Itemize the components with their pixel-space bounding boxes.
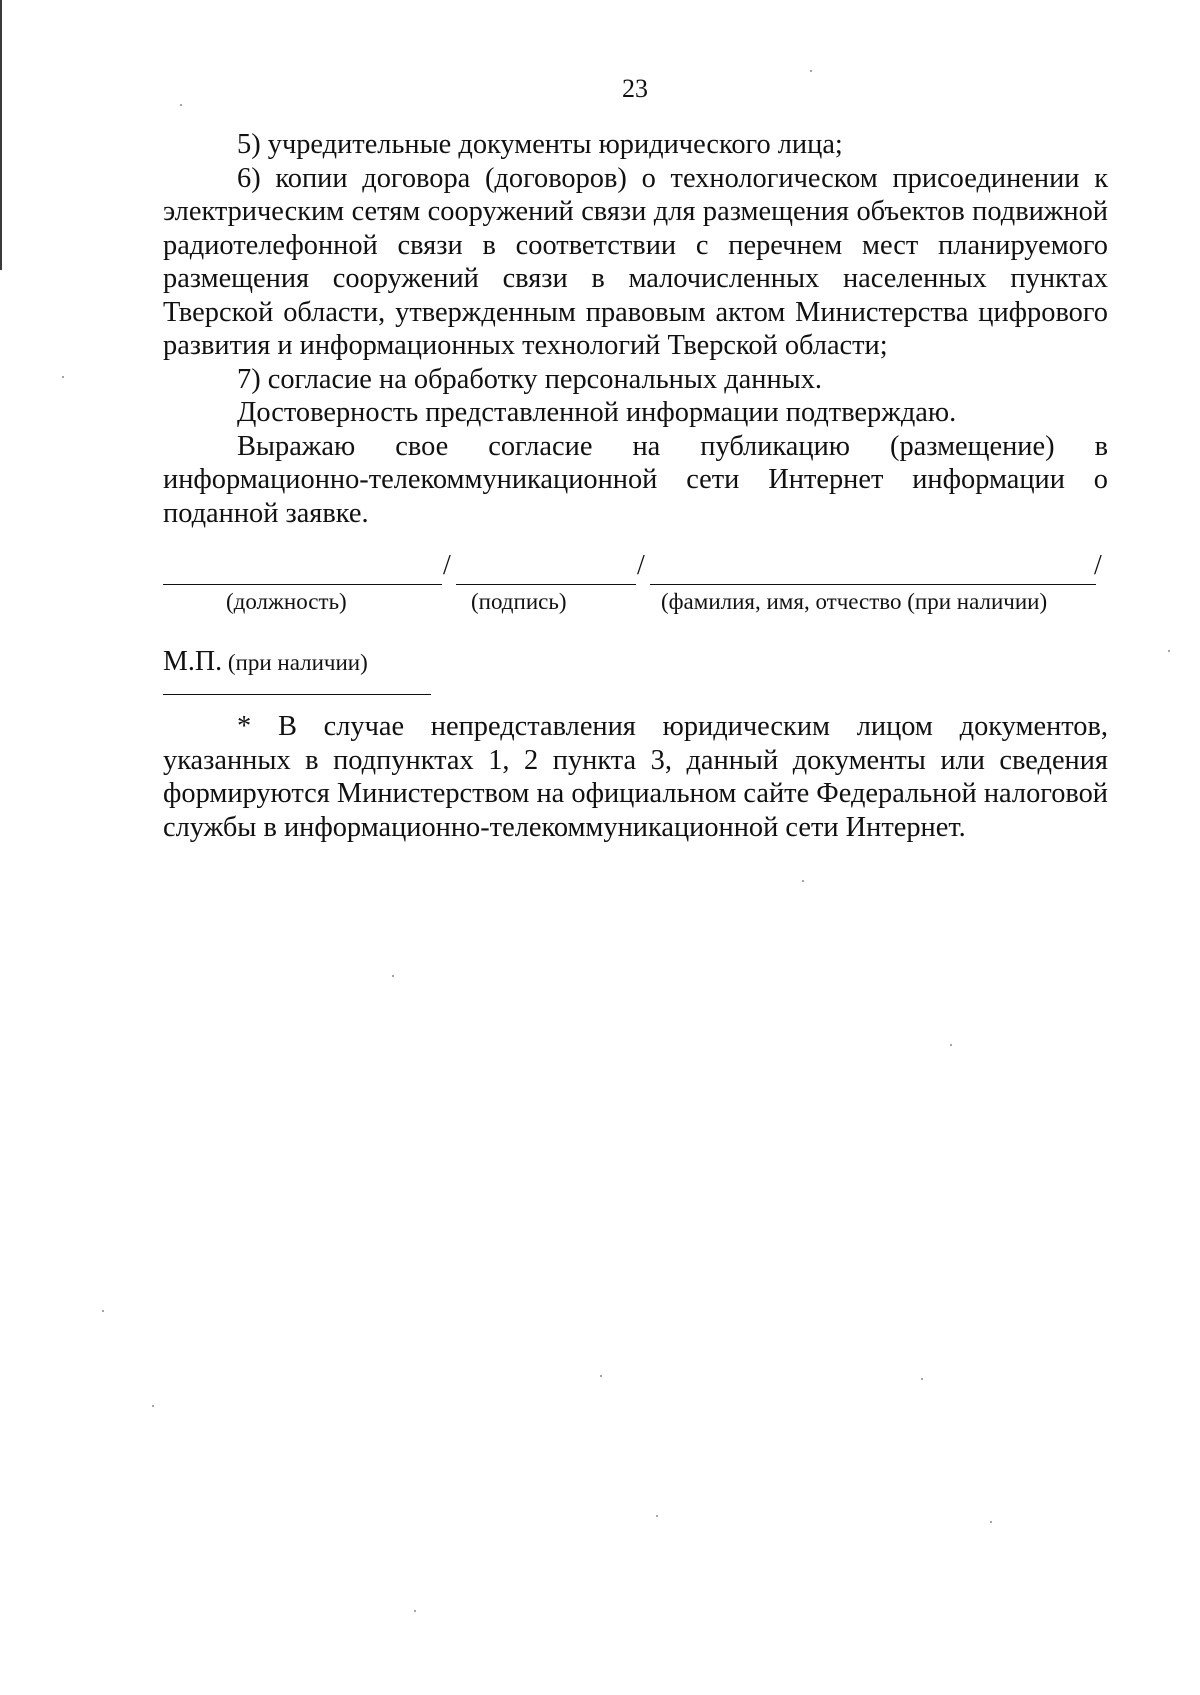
confirmation-statement: Достоверность представленной информации подтверждаю. [237, 397, 957, 428]
scan-speck [62, 376, 64, 378]
page-number: 23 [622, 74, 648, 103]
scan-speck [656, 1515, 658, 1517]
scan-edge-line [0, 0, 2, 270]
separator-slash-3: / [1094, 550, 1102, 581]
stamp-label: М.П. [163, 646, 223, 677]
separator-slash-1: / [443, 550, 451, 581]
scan-speck [414, 1610, 416, 1612]
position-line [163, 584, 442, 585]
document-body [163, 128, 1108, 530]
item-7: 7) согласие на обработку персональных данных. [237, 363, 823, 395]
scan-speck [180, 104, 182, 106]
item-6: 6) копии договора (договоров) о технологическом присоединении к электрическим сетям сооружений связи для размещения объектов подвижной радиотелефонной связи в соответствии с перечнем мест планируемого размещения сооружений связи в малочисленных населенных пунктах Тверской области, утвержденным правовым актом Министерства цифрового развития и информационных технологий Тверской области; [163, 162, 1108, 361]
full-name-caption: (фамилия, имя, отчество (при наличии) [661, 589, 1048, 614]
scan-speck [600, 1375, 602, 1377]
scan-speck [810, 70, 812, 72]
scan-speck [990, 1521, 992, 1523]
footnote-separator [163, 694, 431, 695]
stamp-placeholder [163, 647, 368, 678]
signature-caption: (подпись) [471, 589, 567, 614]
consent-statement: Выражаю свое согласие на публикацию (размещение) в информационно-телекоммуникационной сети Интернет информации о поданной заявке. [163, 430, 1108, 529]
scan-speck [392, 975, 394, 977]
full-name-line [650, 584, 1096, 585]
scan-speck [152, 1405, 154, 1407]
item-5: 5) учредительные документы юридического лица; [237, 129, 843, 160]
scan-speck [921, 1378, 923, 1380]
position-caption: (должность) [226, 589, 347, 614]
signature-line [456, 584, 636, 585]
scan-speck [950, 1044, 952, 1046]
footnote [163, 710, 1108, 844]
footnote-text: * В случае непредставления юридическим лицом документов, указанных в подпунктах 1, 2 пункта 3, данный документы или сведения формируются Министерством на официальном сайте Федеральной налоговой службы в информационно-телекоммуникационной сети Интернет. [163, 711, 1108, 843]
scan-speck [102, 1310, 104, 1312]
scan-speck [1168, 650, 1170, 652]
scan-speck [802, 880, 804, 882]
stamp-note: (при наличии) [227, 650, 368, 675]
separator-slash-2: / [637, 550, 645, 581]
